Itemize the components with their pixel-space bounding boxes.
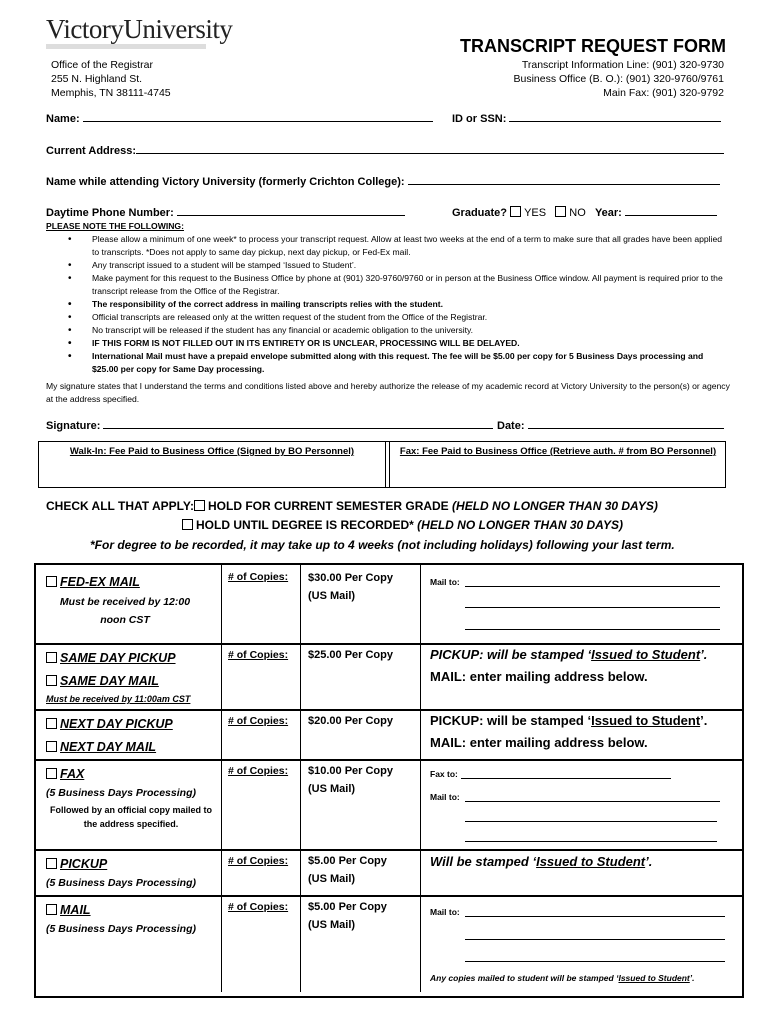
note-item: • No transcript will be released if the student has any financial or academic obligation to the university. <box>46 324 730 337</box>
note-text: ’. <box>700 713 708 728</box>
address-line: Office of the Registrar <box>51 59 153 71</box>
address-line: Memphis, TN 38111-4745 <box>51 87 171 99</box>
mail-to-line[interactable] <box>465 607 720 608</box>
hold-degree-row <box>182 518 623 532</box>
current-address-label: Current Address: <box>46 145 137 157</box>
same-day-price: $25.00 Per Copy <box>308 649 393 661</box>
next-day-row <box>36 711 742 761</box>
former-name-field[interactable] <box>46 174 720 188</box>
mail-to-line[interactable] <box>465 939 725 940</box>
fedex-checkbox[interactable] <box>46 576 57 587</box>
hold-semester-row <box>46 499 658 513</box>
mail-to-line[interactable] <box>465 629 720 630</box>
mail-processing: (5 Business Days Processing) <box>46 923 196 935</box>
contact-numbers <box>513 58 724 100</box>
id-ssn-field[interactable] <box>452 111 721 125</box>
address-line: 255 N. Highland St. <box>51 73 143 85</box>
note-underline: Issued to Student <box>591 713 701 728</box>
hold-degree-checkbox[interactable] <box>182 519 193 530</box>
mail-to-line[interactable] <box>465 586 720 587</box>
copies-label: # of Copies: <box>228 901 289 913</box>
mail-to-line[interactable] <box>465 841 717 842</box>
fax-fee-label: Fax: Fee Paid to Business Office (Retrieve auth. # from BO Personnel) <box>399 446 717 457</box>
price-text: $5.00 Per Copy <box>308 855 387 867</box>
note-text: Will be stamped ‘ <box>430 854 537 869</box>
next-day-mail-note: MAIL: enter mailing address below. <box>430 735 648 750</box>
price-text: $5.00 Per Copy <box>308 901 387 913</box>
mail-to-line[interactable] <box>465 961 725 962</box>
next-day-pickup-checkbox[interactable] <box>46 718 57 729</box>
fedex-row <box>36 565 742 645</box>
fax-to-line[interactable] <box>461 778 671 779</box>
same-day-mail-label: SAME DAY MAIL <box>60 674 159 688</box>
note-underline: Issued to Student <box>618 973 690 983</box>
same-day-row <box>36 645 742 711</box>
hold-degree-label: HOLD UNTIL DEGREE IS RECORDED* <box>196 518 414 532</box>
pickup-label: PICKUP <box>60 857 108 871</box>
fax-checkbox[interactable] <box>46 768 57 779</box>
phone-line[interactable] <box>177 205 405 216</box>
former-name-line[interactable] <box>408 174 720 185</box>
mail-option[interactable] <box>46 901 91 919</box>
id-ssn-line[interactable] <box>509 111 721 122</box>
next-day-mail-option[interactable] <box>46 738 156 756</box>
graduate-no-checkbox[interactable] <box>555 206 566 217</box>
fax-price <box>308 762 393 798</box>
same-day-mail-option[interactable] <box>46 672 159 690</box>
phone-field[interactable] <box>46 205 405 219</box>
price-note: (US Mail) <box>308 919 356 931</box>
fedex-label: FED-EX MAIL <box>60 575 140 589</box>
date-label: Date: <box>497 420 525 432</box>
walk-in-label: Walk-In: Fee Paid to Business Office (Signed by BO Personnel) <box>69 446 355 457</box>
same-day-pickup-note <box>430 647 707 662</box>
contact-line: Transcript Information Line: (901) 320-9730 <box>521 59 724 71</box>
name-line[interactable] <box>83 111 433 122</box>
mail-to-line[interactable] <box>465 821 717 822</box>
mail-footnote <box>430 973 695 983</box>
hold-degree-note: (HELD NO LONGER THAN 30 DAYS) <box>417 518 623 532</box>
graduate-label: Graduate? <box>452 207 508 219</box>
pickup-checkbox[interactable] <box>46 858 57 869</box>
fedex-option[interactable] <box>46 573 140 591</box>
fax-fee-section[interactable] <box>389 442 726 487</box>
signature-line[interactable] <box>103 418 493 429</box>
graduate-field <box>452 205 717 219</box>
price-text: $10.00 Per Copy <box>308 765 393 777</box>
university-logo: VictoryUniversity <box>46 14 233 44</box>
fax-processing: (5 Business Days Processing) <box>46 787 196 799</box>
mail-price <box>308 898 387 934</box>
copies-label: # of Copies: <box>228 765 289 777</box>
id-ssn-label: ID or SSN: <box>452 113 507 125</box>
copies-label: # of Copies: <box>228 715 289 727</box>
note-item: • Official transcripts are released only at the written request of the student from the Office of the Registrar. <box>46 311 730 324</box>
note-item: • IF THIS FORM IS NOT FILLED OUT IN ITS ENTIRETY OR IS UNCLEAR, PROCESSING WILL BE DELAYED. <box>46 337 730 350</box>
next-day-pickup-label: NEXT DAY PICKUP <box>60 717 173 731</box>
copies-label: # of Copies: <box>228 571 289 583</box>
walk-in-section[interactable] <box>39 442 386 487</box>
pickup-option[interactable] <box>46 855 107 873</box>
fedex-deadline: Must be received by 12:00 noon CST <box>59 596 191 626</box>
mail-to-line[interactable] <box>465 801 720 802</box>
note-underline: Issued to Student <box>536 854 646 869</box>
note-text: Any copies mailed to student will be stamped ‘ <box>430 973 619 983</box>
fee-payment-box <box>38 441 726 488</box>
note-text: PICKUP: will be stamped ‘ <box>430 713 592 728</box>
note-item: • Make payment for this request to the Business Office by phone at (901) 320-9760/9760 or in person at the Business Office window. All payment is required prior to the transcript release from the Office of the Registrar. <box>46 272 730 298</box>
pickup-processing: (5 Business Days Processing) <box>46 877 196 889</box>
hold-semester-note: (HELD NO LONGER THAN 30 DAYS) <box>452 499 658 513</box>
note-underline: Issued to Student <box>591 647 701 662</box>
next-day-price: $20.00 Per Copy <box>308 715 393 727</box>
authorization-statement: My signature states that I understand the terms and conditions listed above and hereby authorize the release of my academic record at Victory University to the person(s) or agency at the address specified. <box>46 381 730 404</box>
pickup-price <box>308 852 387 888</box>
same-day-deadline: Must be received by 11:00am CST <box>46 694 191 704</box>
current-address-field[interactable] <box>46 143 724 157</box>
same-day-pickup-checkbox[interactable] <box>46 652 57 663</box>
registrar-address <box>51 58 171 100</box>
next-day-pickup-option[interactable] <box>46 715 173 733</box>
mail-checkbox[interactable] <box>46 904 57 915</box>
contact-line: Main Fax: (901) 320-9792 <box>603 87 724 99</box>
same-day-pickup-label: SAME DAY PICKUP <box>60 651 176 665</box>
check-all-label: CHECK ALL THAT APPLY: <box>46 499 195 513</box>
note-text: ’. <box>645 854 653 869</box>
mail-row <box>36 897 742 992</box>
notes-heading: PLEASE NOTE THE FOLLOWING: <box>46 221 184 231</box>
fax-row <box>36 761 742 851</box>
price-note: (US Mail) <box>308 783 356 795</box>
price-note: (US Mail) <box>308 590 356 602</box>
note-item: • Please allow a minimum of one week* to process your transcript request. Allow at least two weeks at the end of a term to make sure that all grades have been applied to transcripts. *Does not apply to same day pickup, next day pickup, or Fed-Ex mail. <box>46 233 730 259</box>
signature-field[interactable] <box>46 418 493 432</box>
note-item: • Any transcript issued to a student will be stamped ‘Issued to Student’. <box>46 259 730 272</box>
contact-line: Business Office (B. O.): (901) 320-9760/9761 <box>513 73 724 85</box>
fax-to-label: Fax to: <box>430 769 458 779</box>
mail-label: MAIL <box>60 903 91 917</box>
signature-label: Signature: <box>46 420 101 432</box>
fedex-price <box>308 569 393 605</box>
mail-to-label: Mail to: <box>430 792 460 802</box>
same-day-mail-checkbox[interactable] <box>46 675 57 686</box>
degree-note: *For degree to be recorded, it may take up to 4 weeks (not including holidays) following your last term. <box>90 538 675 552</box>
former-name-label: Name while attending Victory University (formerly Crichton College): <box>46 176 405 188</box>
fax-option[interactable] <box>46 765 84 783</box>
pickup-stamp-note <box>430 854 652 869</box>
logo-underline <box>46 44 206 49</box>
mail-to-label: Mail to: <box>430 577 460 587</box>
same-day-mail-note: MAIL: enter mailing address below. <box>430 669 648 684</box>
next-day-pickup-note <box>430 713 707 728</box>
next-day-mail-checkbox[interactable] <box>46 741 57 752</box>
graduate-yes-checkbox[interactable] <box>510 206 521 217</box>
current-address-line[interactable] <box>136 143 724 154</box>
note-text: PICKUP: will be stamped ‘ <box>430 647 592 662</box>
mail-to-line[interactable] <box>465 916 725 917</box>
name-field[interactable] <box>46 111 433 125</box>
year-label: Year: <box>594 207 622 219</box>
phone-label: Daytime Phone Number: <box>46 207 174 219</box>
note-text: ’. <box>700 647 708 662</box>
hold-semester-label: HOLD FOR CURRENT SEMESTER GRADE <box>208 499 449 513</box>
pickup-row <box>36 851 742 897</box>
price-note: (US Mail) <box>308 873 356 885</box>
notes-section <box>46 220 730 406</box>
note-item: • The responsibility of the correct address in mailing transcripts relies with the student. <box>46 298 730 311</box>
date-line[interactable] <box>528 418 724 429</box>
next-day-mail-label: NEXT DAY MAIL <box>60 740 157 754</box>
fax-followup: Followed by an official copy mailed to the address specified. <box>49 805 213 829</box>
mail-to-label: Mail to: <box>430 907 460 917</box>
no-label: NO <box>569 207 586 219</box>
date-field[interactable] <box>497 418 724 432</box>
form-title: TRANSCRIPT REQUEST FORM <box>459 36 726 56</box>
same-day-pickup-option[interactable] <box>46 649 176 667</box>
note-item: • International Mail must have a prepaid envelope submitted along with this request. The fee will be $5.00 per copy for 5 Business Days processing and $25.00 per copy for Same Day processing. <box>46 350 730 376</box>
year-line[interactable] <box>625 205 717 216</box>
copies-label: # of Copies: <box>228 855 289 867</box>
yes-label: YES <box>524 207 547 219</box>
price-text: $30.00 Per Copy <box>308 572 393 584</box>
delivery-options-table <box>34 563 744 998</box>
hold-semester-checkbox[interactable] <box>194 500 205 511</box>
fax-label: FAX <box>60 767 85 781</box>
note-text: ’. <box>689 973 695 983</box>
name-label: Name: <box>46 113 80 125</box>
copies-label: # of Copies: <box>228 649 289 661</box>
